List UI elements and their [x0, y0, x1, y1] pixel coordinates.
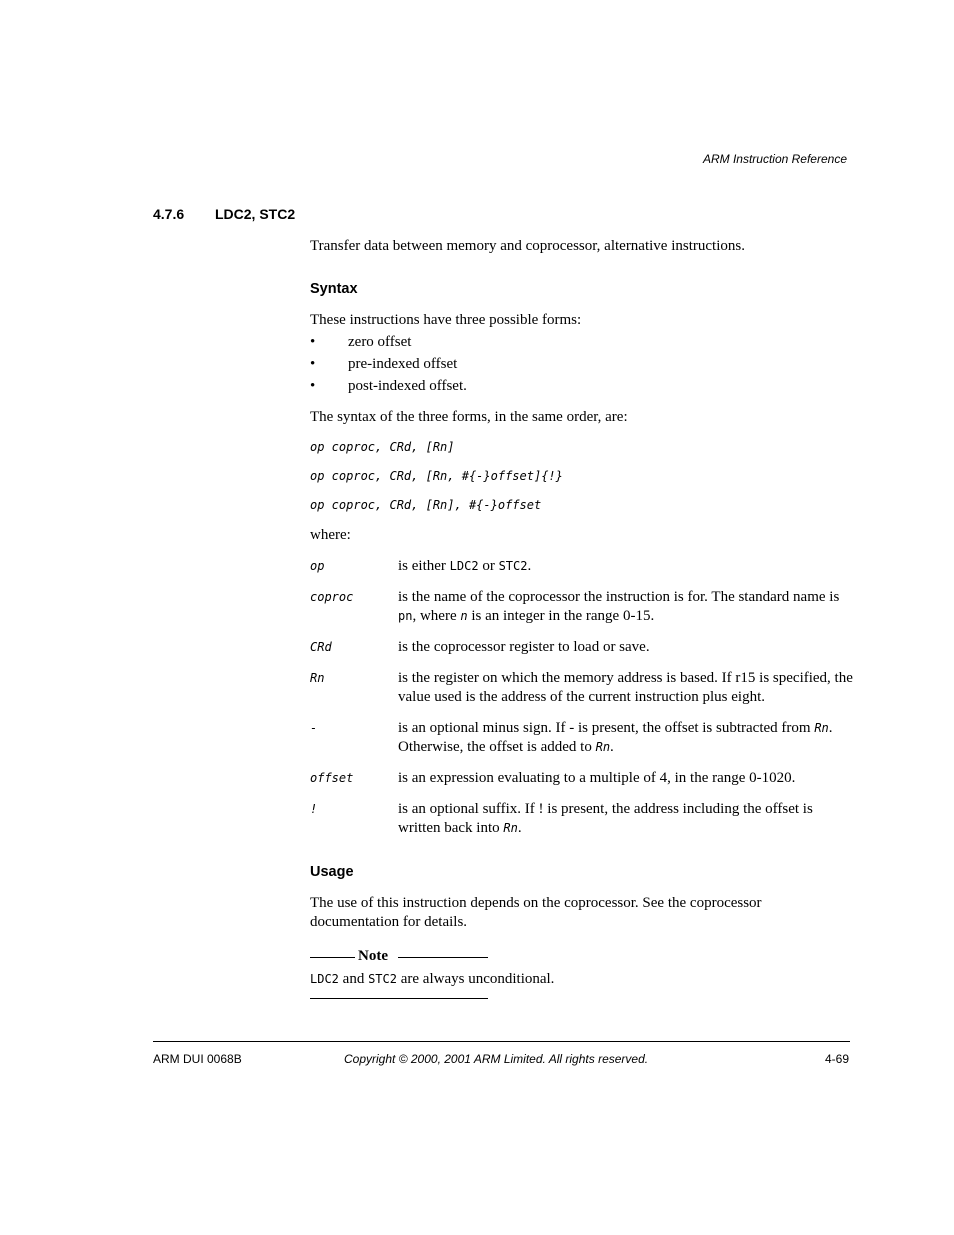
section-heading [153, 206, 295, 222]
syntax-intro: These instructions have three possible forms: [310, 312, 582, 328]
code-run: n [460, 609, 468, 623]
code-run: STC2 [498, 559, 528, 573]
code-line: op coproc, CRd, [Rn] [310, 440, 455, 454]
bullet-glyph: • [310, 334, 316, 350]
text-run: is an optional suffix. If ! is present, the address including the offset is written back into [398, 801, 813, 836]
footer-copyright: Copyright © 2000, 2001 ARM Limited. All rights reserved. [344, 1052, 649, 1066]
list-item [310, 333, 411, 352]
text-run: . [610, 739, 614, 755]
text-run: is an optional minus sign. If - is present, the offset is subtracted from [398, 720, 815, 736]
text-run: is an integer in the range 0-15. [467, 608, 655, 624]
note-text [310, 970, 554, 989]
note-label: Note [358, 948, 388, 964]
text-run: is an expression evaluating to a multiple of 4, in the range 0-1020. [398, 770, 796, 786]
definition-term: Rn [310, 671, 325, 685]
bullet-glyph: • [310, 378, 316, 394]
code-run: STC2 [368, 972, 397, 986]
code-run: Rn [595, 740, 611, 754]
note-rule-bottom [310, 998, 488, 999]
code-run: Rn [503, 821, 518, 835]
text-run: is either [398, 558, 450, 574]
text-run: is the coprocessor register to load or save. [398, 639, 650, 655]
definition-term: - [310, 721, 318, 735]
code-run: pn [398, 609, 413, 623]
definition-desc [398, 669, 853, 707]
text-run: is the name of the coprocessor the instruction is for. The standard name is [398, 589, 840, 605]
usage-text-line: The use of this instruction depends on the coprocessor. See the coprocessor [310, 895, 762, 911]
code-run: LDC2 [310, 972, 339, 986]
code-run: LDC2 [449, 559, 479, 573]
syntax-heading: Syntax [310, 281, 358, 297]
definition-desc [398, 719, 853, 757]
code-line: op coproc, CRd, [Rn], #{-}offset [310, 498, 542, 512]
text-run: . [527, 558, 532, 574]
list-item-text: zero offset [348, 334, 412, 350]
definition-desc [398, 769, 853, 788]
section-title: LDC2, STC2 [215, 206, 296, 222]
definition-desc [398, 557, 853, 576]
definition-desc [398, 588, 853, 626]
text-run: or [478, 558, 499, 574]
list-item [310, 377, 467, 396]
list-item-text: pre-indexed offset [348, 356, 458, 372]
definition-term: coproc [310, 590, 354, 604]
definition-term: op [310, 559, 325, 573]
code-line: op coproc, CRd, [Rn, #{-}offset]{!} [310, 469, 563, 483]
list-item-text: post-indexed offset. [348, 378, 467, 394]
text-run: , where [412, 608, 461, 624]
footer-doc-id: ARM DUI 0068B [153, 1052, 242, 1066]
text-run: and [338, 971, 369, 987]
usage-heading: Usage [310, 864, 354, 880]
text-run: . [517, 820, 522, 836]
definition-desc [398, 800, 853, 838]
syntax-order-text: The syntax of the three forms, in the same order, are: [310, 409, 628, 425]
code-run: Rn [814, 721, 829, 735]
definition-desc [398, 638, 853, 657]
footer-rule [153, 1041, 850, 1042]
running-header: ARM Instruction Reference [702, 152, 847, 166]
definition-term: CRd [310, 640, 332, 654]
text-run: is the register on which the memory address is based. If r15 is specified, the value used is the address of the current instruction plus eight. [398, 670, 853, 705]
where-label: where: [310, 527, 351, 543]
list-item [310, 355, 457, 374]
definition-term: offset [310, 771, 354, 785]
definition-term: ! [310, 802, 318, 816]
text-run: are always unconditional. [396, 971, 555, 987]
bullet-glyph: • [310, 356, 316, 372]
section-intro: Transfer data between memory and coprocessor, alternative instructions. [310, 238, 745, 254]
footer-page-number: 4-69 [824, 1052, 849, 1066]
section-number: 4.7.6 [153, 206, 185, 222]
usage-text-line: documentation for details. [310, 914, 468, 930]
text-run: . Otherwise, the offset is added to [398, 720, 833, 755]
